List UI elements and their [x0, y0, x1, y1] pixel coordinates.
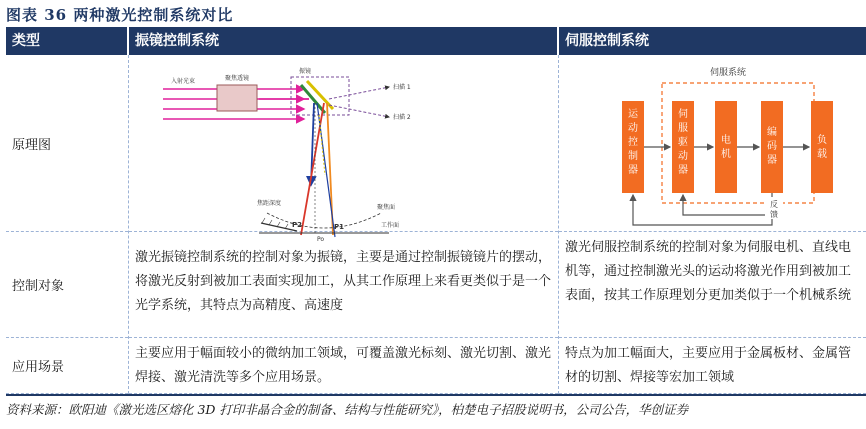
galvo-control-object-text: 激光振镜控制系统的控制对象为振镜，主要是通过控制振镜镜片的摆动，将激光反射到被加工表面实现加工，从其工作原理上来看更类似于是一个光学系统，其特点为高精度、高速度	[129, 232, 558, 338]
svg-text:器: 器	[678, 165, 688, 176]
servo-control-object-text: 激光伺服控制系统的控制对象为伺服电机、直线电机等，通过控制激光头的运动将激光作用到被加工表面，按其工作原理划分更加类似于一个机械系统	[559, 232, 866, 338]
galvo-diagram	[129, 55, 558, 243]
svg-text:服: 服	[678, 123, 688, 134]
svg-text:动: 动	[628, 123, 638, 134]
svg-text:驱: 驱	[678, 137, 688, 148]
label-beam-1: 扫描 1	[393, 84, 411, 91]
svg-text:制: 制	[628, 151, 638, 162]
svg-text:电: 电	[721, 135, 731, 146]
header-type: 类型	[6, 27, 127, 55]
galvo-application-text: 主要应用于幅面较小的微纳加工领域，可覆盖激光标刻、激光切割、激光焊接、激光清洗等多个应用场景。	[129, 338, 558, 394]
servo-application-text: 特点为加工幅面大，主要应用于金属板材、金属管材的切割、焊接等宏加工领域	[559, 338, 866, 394]
label-focal-plane: 聚焦面	[377, 204, 396, 211]
figure-title: 图表 36 两种激光控制系统对比	[6, 6, 234, 24]
row-label-application: 应用场景	[6, 338, 128, 394]
feedback-inner	[683, 193, 772, 215]
servo-system-label: 伺服系统	[710, 68, 747, 78]
svg-text:动: 动	[678, 151, 688, 162]
label-galvo-mirror: 振镜	[299, 68, 312, 75]
svg-text:控: 控	[628, 137, 638, 148]
svg-text:运: 运	[628, 109, 638, 120]
beam-expander	[217, 85, 257, 111]
svg-text:负: 负	[817, 135, 827, 146]
servo-block-motion-controller	[622, 101, 644, 193]
servo-diagram	[559, 55, 866, 232]
servo-block-load	[811, 101, 833, 193]
label-beam-expander: 聚焦透镜	[225, 75, 250, 82]
svg-text:机: 机	[721, 149, 731, 160]
servo-block-encoder	[761, 101, 783, 193]
label-p2: P2	[292, 221, 303, 229]
label-p1: P1	[334, 223, 345, 231]
feedback-label-2: 馈	[770, 210, 778, 219]
servo-block-servo-driver	[672, 101, 694, 193]
label-workpiece: 工作面	[381, 222, 400, 229]
table-bottom-rule	[6, 394, 866, 396]
servo-diagram-cell	[559, 55, 866, 232]
label-focus-depth: 焦距深度	[257, 200, 282, 207]
feedback-outer	[633, 195, 772, 225]
focal-plane-arc	[267, 213, 381, 228]
source-note: 资料来源：欧阳迪《激光选区熔化 3D 打印非晶合金的制备、结构与性能研究》，柏楚电子招股说明书，公司公告，华创证券	[6, 402, 689, 417]
feedback-label-1: 反	[770, 200, 778, 209]
svg-text:编: 编	[767, 127, 777, 138]
svg-text:器: 器	[767, 155, 777, 166]
row-label-control-object: 控制对象	[6, 232, 128, 338]
label-beam-2: 扫描 2	[393, 114, 411, 121]
svg-text:器: 器	[628, 165, 638, 176]
label-po: Po	[317, 236, 325, 243]
header-servo: 伺服控制系统	[559, 27, 866, 55]
svg-text:载: 载	[817, 149, 827, 160]
svg-text:伺: 伺	[678, 109, 688, 120]
header-galvo: 振镜控制系统	[129, 27, 557, 55]
row-label-diagram: 原理图	[6, 55, 128, 232]
servo-block-motor	[715, 101, 737, 193]
galvo-diagram-cell	[129, 55, 558, 243]
svg-text:码: 码	[767, 141, 777, 152]
label-input-laser: 入射光束	[171, 78, 196, 85]
